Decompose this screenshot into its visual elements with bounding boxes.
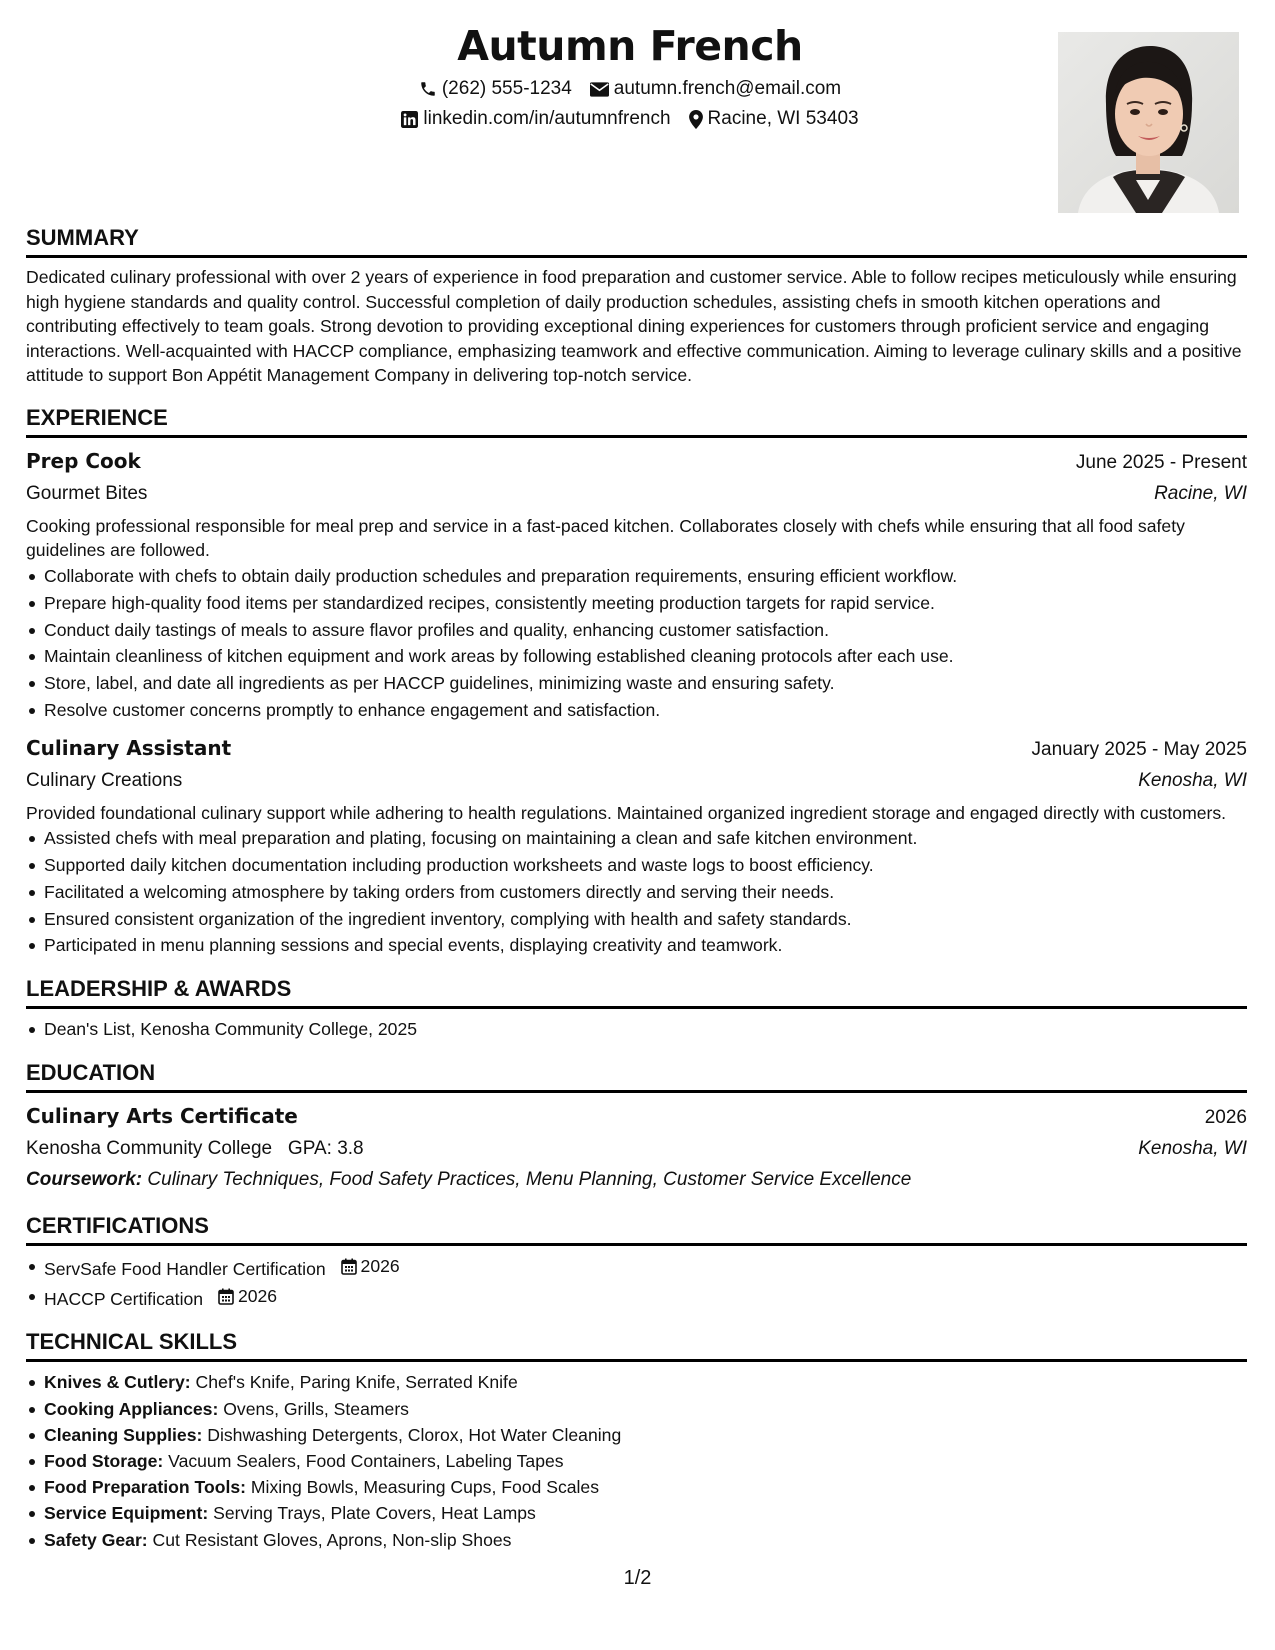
- list-item: Assisted chefs with meal preparation and plating, focusing on maintaining a clean and safe kitchen environment.: [44, 825, 1247, 852]
- skill-value: Mixing Bowls, Measuring Cups, Food Scales: [250, 1477, 600, 1498]
- skill-label: Safety Gear:: [44, 1529, 148, 1550]
- list-item: [44, 1527, 1247, 1553]
- experience-section: [26, 404, 1247, 959]
- list-item: Supported daily kitchen documentation including production worksheets and waste logs to boost efficiency.: [44, 852, 1247, 879]
- job-location: Kenosha, WI: [1138, 769, 1247, 791]
- list-item: [44, 1253, 1247, 1283]
- phone-number: (262) 555-1234: [441, 78, 572, 99]
- list-item: Conduct daily tastings of meals to assure flavor profiles and quality, enhancing customer satisfaction.: [44, 617, 1247, 644]
- job-bullets: [26, 563, 1247, 724]
- map-pin-icon: [689, 110, 703, 129]
- leadership-heading: LEADERSHIP & AWARDS: [26, 975, 1247, 1009]
- education-year: 2026: [1204, 1107, 1247, 1129]
- company-name: Gourmet Bites: [26, 482, 148, 504]
- list-item: [44, 1500, 1247, 1526]
- education-section: [26, 1059, 1247, 1196]
- email-address: autumn.french@email.com: [613, 78, 842, 99]
- list-item: [44, 1422, 1247, 1448]
- leadership-section: [26, 975, 1247, 1043]
- skill-label: Cleaning Supplies:: [44, 1424, 203, 1445]
- coursework-list: Culinary Techniques, Food Safety Practices, Menu Planning, Customer Service Excellence: [147, 1169, 912, 1191]
- experience-heading: EXPERIENCE: [26, 404, 1247, 438]
- skill-label: Food Storage:: [44, 1451, 164, 1472]
- contact-row-1: [300, 74, 960, 104]
- list-item: [44, 1369, 1247, 1395]
- skill-label: Knives & Cutlery:: [44, 1372, 191, 1393]
- job-entry: [26, 732, 1247, 959]
- skill-value: Vacuum Sealers, Food Containers, Labeling Tapes: [168, 1451, 564, 1472]
- summary-heading: SUMMARY: [26, 224, 1247, 258]
- list-item: [44, 1474, 1247, 1500]
- calendar-icon: [341, 1258, 357, 1275]
- skill-value: Chef's Knife, Paring Knife, Serrated Knife: [195, 1372, 518, 1393]
- certifications-section: [26, 1212, 1247, 1312]
- skill-value: Serving Trays, Plate Covers, Heat Lamps: [213, 1503, 536, 1524]
- list-item: [44, 1396, 1247, 1422]
- job-title: Prep Cook: [26, 448, 141, 473]
- job-location: Racine, WI: [1154, 482, 1247, 504]
- job-entry: [26, 445, 1247, 724]
- email-contact[interactable]: [590, 74, 841, 104]
- summary-section: [26, 224, 1247, 388]
- certification-name: ServSafe Food Handler Certification: [44, 1258, 326, 1279]
- list-item: Dean's List, Kenosha Community College, 2025: [44, 1016, 1247, 1043]
- list-item: [44, 1283, 1247, 1313]
- school-name: Kenosha Community College: [26, 1138, 273, 1160]
- job-dates: June 2025 - Present: [1075, 451, 1247, 473]
- degree-name: Culinary Arts Certificate: [26, 1104, 298, 1129]
- skill-value: Ovens, Grills, Steamers: [223, 1398, 409, 1419]
- resume-body: [26, 224, 1247, 1569]
- calendar-icon: [218, 1288, 234, 1305]
- envelope-icon: [590, 82, 609, 97]
- skill-label: Service Equipment:: [44, 1503, 209, 1524]
- phone-contact[interactable]: [419, 74, 572, 104]
- coursework: [26, 1164, 1247, 1196]
- certifications-heading: CERTIFICATIONS: [26, 1212, 1247, 1246]
- certification-name: HACCP Certification: [44, 1288, 204, 1309]
- certification-date: 2026: [360, 1256, 400, 1277]
- skill-label: Food Preparation Tools:: [44, 1477, 247, 1498]
- skills-heading: TECHNICAL SKILLS: [26, 1328, 1247, 1362]
- gpa: GPA: 3.8: [287, 1138, 364, 1160]
- linkedin-contact[interactable]: [401, 104, 670, 134]
- skills-section: [26, 1328, 1247, 1552]
- job-description: Provided foundational culinary support while adhering to health regulations. Maintained organized ingredient storage and engaged directly with customers.: [26, 802, 1227, 823]
- list-item: Facilitated a welcoming atmosphere by taking orders from customers directly and serving their needs.: [44, 879, 1247, 906]
- list-item: Collaborate with chefs to obtain daily production schedules and preparation requirements, ensuring efficient workflow.: [44, 563, 1247, 590]
- job-description: Cooking professional responsible for meal prep and service in a fast-paced kitchen. Collaborates closely with chefs while ensuring that all food safety guidelines are followed.: [26, 515, 1185, 561]
- linkedin-url: linkedin.com/in/autumnfrench: [423, 108, 671, 129]
- list-item: [44, 1448, 1247, 1474]
- certification-date: 2026: [237, 1285, 278, 1306]
- phone-icon: [419, 80, 437, 98]
- list-item: Participated in menu planning sessions and special events, displaying creativity and teamwork.: [44, 932, 1247, 959]
- profile-photo: [1058, 32, 1239, 213]
- skill-value: Cut Resistant Gloves, Aprons, Non-slip Shoes: [152, 1529, 512, 1550]
- education-heading: EDUCATION: [26, 1059, 1247, 1093]
- job-dates: January 2025 - May 2025: [1031, 738, 1247, 760]
- location-text: Racine, WI 53403: [707, 108, 859, 129]
- job-title: Culinary Assistant: [26, 735, 232, 760]
- list-item: Prepare high-quality food items per standardized recipes, consistently meeting production targets for rapid service.: [44, 590, 1247, 617]
- summary-text: Dedicated culinary professional with over 2 years of experience in food preparation and customer service. Able to follow recipes meticulously while ensuring high hygiene standards and quality control. Successful completion of daily production schedules, assisting chefs in smooth kitchen operations and contributing effectively to team goals. Strong devotion to providing exceptional dining experiences for customers through proficient service and engaging interactions. Well-acquainted with HACCP compliance, emphasizing teamwork and effective communication. Aiming to leverage culinary skills and a positive attitude to support Bon Appétit Management Company in delivering top-notch service.: [26, 267, 1242, 386]
- resume-header: [300, 18, 960, 134]
- job-bullets: [26, 825, 1247, 959]
- skill-label: Cooking Appliances:: [44, 1398, 219, 1419]
- school-location: Kenosha, WI: [1138, 1138, 1247, 1160]
- list-item: Store, label, and date all ingredients as per HACCP guidelines, minimizing waste and ensuring safety.: [44, 670, 1247, 697]
- contact-row-2: [300, 104, 960, 134]
- list-item: Resolve customer concerns promptly to enhance engagement and satisfaction.: [44, 697, 1247, 724]
- company-name: Culinary Creations: [26, 769, 183, 791]
- list-item: Maintain cleanliness of kitchen equipment and work areas by following established cleaning protocols after each use.: [44, 643, 1247, 670]
- candidate-name: Autumn French: [457, 22, 803, 70]
- location-contact: [689, 104, 859, 134]
- coursework-label: Coursework:: [26, 1169, 143, 1191]
- linkedin-icon: [401, 111, 418, 128]
- list-item: Ensured consistent organization of the ingredient inventory, complying with health and safety standards.: [44, 906, 1247, 933]
- skill-value: Dishwashing Detergents, Clorox, Hot Water Cleaning: [207, 1424, 622, 1445]
- page-number: 1/2: [623, 1567, 652, 1589]
